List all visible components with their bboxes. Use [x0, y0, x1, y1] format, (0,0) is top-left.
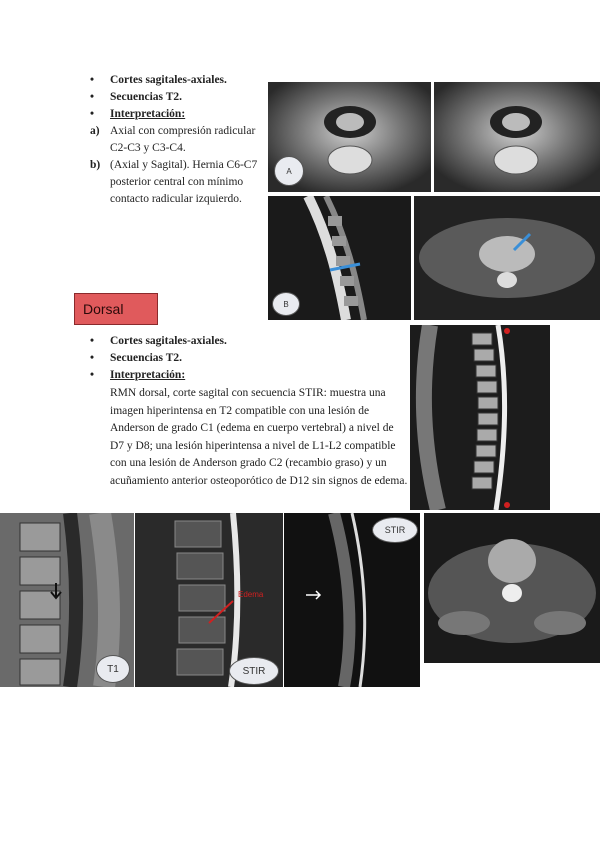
bullet-text: Cortes sagitales-axiales.	[110, 74, 227, 86]
image-label-stir: STIR	[229, 657, 279, 685]
image-label-t1: T1	[96, 655, 130, 683]
bullet-text: Secuencias T2.	[110, 352, 182, 364]
bullet-text: Interpretación:	[110, 369, 186, 381]
bullet-text: Interpretación:	[110, 108, 186, 120]
edema-annotation: Edema	[238, 590, 264, 599]
bullet-text: Secuencias T2.	[110, 91, 182, 103]
bullet: •	[90, 352, 95, 364]
mri-stir-sagittal-2	[284, 513, 420, 687]
item-marker: b)	[90, 159, 101, 171]
mri-image-b	[268, 196, 600, 320]
image-label-b: B	[272, 292, 300, 316]
mri-spine-sagittal	[410, 325, 550, 510]
bullet: •	[90, 74, 95, 86]
mri-t1-sagittal	[0, 513, 134, 687]
dorsal-text	[90, 333, 410, 384]
bullet-text: Cortes sagitales-axiales.	[110, 335, 227, 347]
mri-axial-image	[424, 513, 600, 663]
mri-sagittal-axial-cervical	[268, 196, 600, 320]
mri-stir-sagittal	[135, 513, 283, 687]
bullet: •	[90, 369, 95, 381]
section-heading-dorsal: Dorsal	[74, 293, 158, 325]
item-text: Axial con compresión radicular C2-C3 y C3-C4.	[110, 125, 256, 154]
item-marker: a)	[90, 125, 100, 137]
mri-image-a	[268, 82, 600, 192]
image-label-stir-2: STIR	[372, 517, 418, 543]
mri-dorsal-sagittal	[410, 325, 550, 510]
bullet: •	[90, 335, 95, 347]
cervical-text	[90, 72, 265, 208]
mri-dorsal-axial	[424, 513, 600, 663]
bullet: •	[90, 91, 95, 103]
mri-axial-cervical	[268, 82, 600, 192]
bullet: •	[90, 108, 95, 120]
item-text: (Axial y Sagital). Hernia C6-C7 posterior central con mínimo contacto radicular izquierdo.	[110, 159, 258, 205]
image-label-a: A	[274, 156, 304, 186]
dorsal-paragraph: RMN dorsal, corte sagital con secuencia STIR: muestra una imagen hiperintensa en T2 compatible con una lesión de Anderson de grado C1 (edema en cuerpo vertebral) a nivel de D7 y D8; una lesión hiperintensa a nivel de L1-L2 compatible con una lesión de Anderson grado C2 (recambio graso) y un acuñamiento anterior osteoporótico de D12 sin signos de edema.	[110, 387, 408, 487]
